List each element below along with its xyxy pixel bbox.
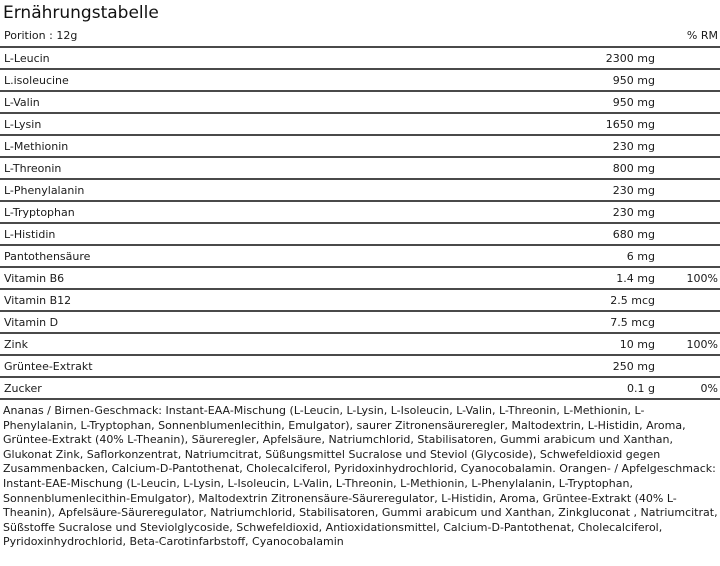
ingredients-paragraph [0, 400, 720, 550]
nutrient-amount: 680 mg [612, 227, 655, 241]
nutrient-name: Grüntee-Extrakt [4, 359, 93, 373]
nutrient-name: Zucker [4, 381, 42, 395]
nutrient-amount: 2300 mg [605, 51, 655, 65]
nutrient-row [0, 70, 720, 92]
nutrient-row [0, 356, 720, 378]
nutrient-amount: 6 mg [626, 249, 655, 263]
nutrient-row [0, 378, 720, 400]
nutrient-percent: 100% [686, 337, 718, 351]
nutrient-name: Zink [4, 337, 28, 351]
nutrient-amount: 950 mg [612, 73, 655, 87]
nutrient-amount: 230 mg [612, 139, 655, 153]
nutrient-amount: 7.5 mcg [610, 315, 655, 329]
nutrient-name: Vitamin B6 [4, 271, 65, 285]
nutrient-name: L.isoleucine [4, 73, 69, 87]
page-title: Ernährungstabelle [3, 3, 159, 23]
nutrient-name: L-Leucin [4, 51, 50, 65]
nutrient-name: L-Lysin [4, 117, 42, 131]
nutrient-amount: 0.1 g [627, 381, 655, 395]
nutrient-row [0, 224, 720, 246]
nutrient-row [0, 334, 720, 356]
nutrient-row [0, 136, 720, 158]
nutrient-percent: 0% [700, 381, 718, 395]
nutrient-name: L-Phenylalanin [4, 183, 85, 197]
nutrient-amount: 230 mg [612, 205, 655, 219]
portion-label: Porition : 12g [4, 29, 78, 42]
nutrient-amount: 950 mg [612, 95, 655, 109]
nutrient-amount: 800 mg [612, 161, 655, 175]
ingredients-block: Sonnenblumenlecithin-Emulgator), Maltodextrin Zitronensäure-Säureregulator, L-Histidin, Aroma, Grüntee-Extrakt (40% L-Theanin), Apfelsäure-Säureregulator, Natriumchlorid, Stabilisatoren, Gummi arabicum und Xanthan, Zinkgluconat , Natriumcitrat, Süßstoffe Sucralose und Steviolglycoside, Schwefeldioxid, Antioxidationsmittel, Calcium-D-Pantothenat, Cholecalciferol, Pyridoxinhydrochlorid, Beta-Carotinfarbstoff, Cyanocobalamin [3, 491, 718, 549]
nutrient-name: L-Threonin [4, 161, 62, 175]
nutrient-row [0, 158, 720, 180]
nutrient-row [0, 180, 720, 202]
nutrient-row [0, 48, 720, 70]
nutrient-amount: 2.5 mcg [610, 293, 655, 307]
nutrient-table-body [0, 48, 720, 400]
nutrient-percent: 100% [686, 271, 718, 285]
nutrient-name: L-Valin [4, 95, 40, 109]
nutrient-amount: 1.4 mg [616, 271, 655, 285]
ingredients-block: Ananas / Birnen-Geschmack: Instant-EAA-Mischung (L-Leucin, L-Lysin, L-Isoleucin, L-Valin, L-Threonin, L-Methionin, L-Phenylalanin, L-Tryptophan, Sonnenblumenlecithin, Emulgator), saurer Zitronensäureregler, Maltodextrin, L-Histidin, Aroma, Grüntee-Extrakt (40% L-Theanin), Säureregler, Apfelsäure, Natriumchlorid, Stabilisatoren, Gummi arabicum und Xanthan, Glukonat Zink, Saflorkonzentrat, Natriumcitrat, Süßungsmittel Sucralose und Steviol (Glycoside), Schwefeldioxid gegen Zusammenbacken, Calcium-D-Pantothenat, Cholecalciferol, Pyridoxinhydrochlorid, Cyanocobalamin. Orangen- / Apfelgeschmack: Instant-EAE-Mischung (L-Leucin, L-Lysin, L-Isoleucin, L-Valin, L-Threonin, L-Methionin, L-Phenylalanin, L-Tryptophan, [3, 404, 716, 490]
nutrient-row [0, 202, 720, 224]
nutrient-name: Pantothensäure [4, 249, 91, 263]
nutrient-amount: 230 mg [612, 183, 655, 197]
nutrient-row [0, 246, 720, 268]
nutrient-amount: 250 mg [612, 359, 655, 373]
nutrient-row [0, 268, 720, 290]
nutrient-row [0, 290, 720, 312]
nutrient-amount: 1650 mg [605, 117, 655, 131]
nutrient-name: Vitamin D [4, 315, 59, 329]
nutrient-name: L-Tryptophan [4, 205, 75, 219]
nutrient-row [0, 92, 720, 114]
nutrient-row [0, 312, 720, 334]
nutrient-name: L-Histidin [4, 227, 56, 241]
rm-column-header: % RM [686, 29, 718, 42]
nutrient-row [0, 114, 720, 136]
table-header-row [0, 24, 720, 48]
nutrient-amount: 10 mg [619, 337, 655, 351]
nutrient-name: L-Methionin [4, 139, 69, 153]
nutrient-name: Vitamin B12 [4, 293, 72, 307]
